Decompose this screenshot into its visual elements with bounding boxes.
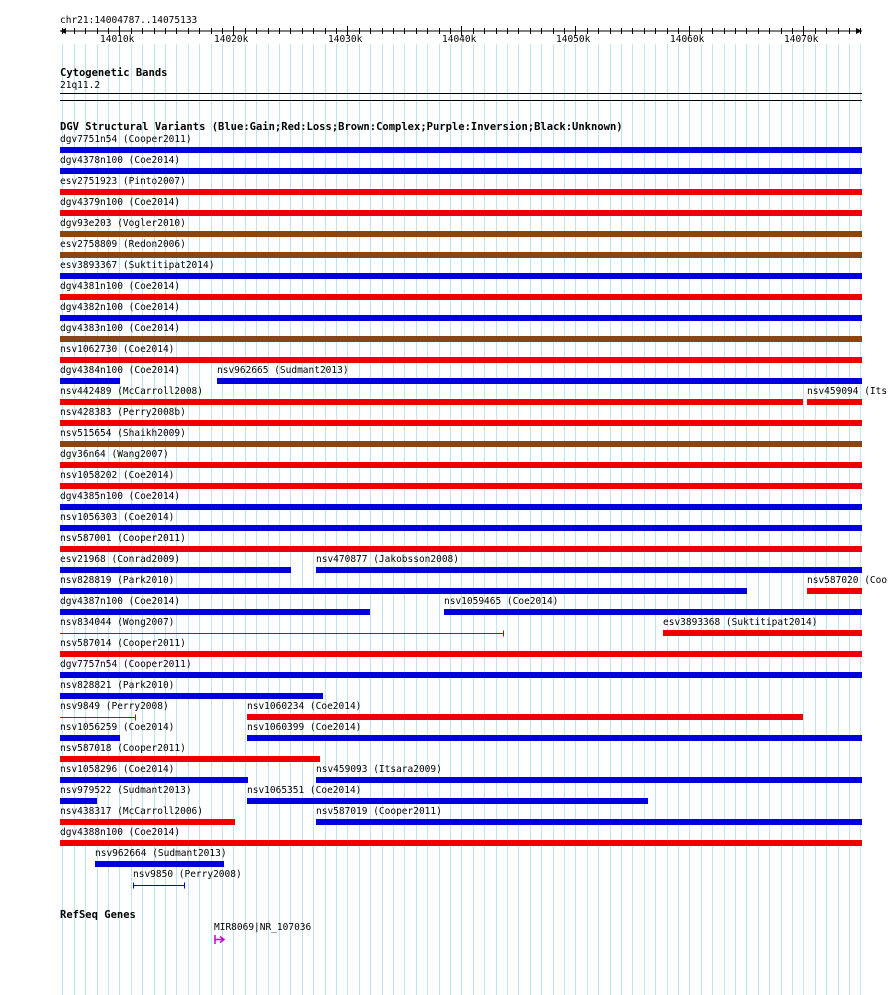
ruler-position-label: chr21:14004787..14075133 — [60, 15, 198, 26]
variant-label[interactable]: dgv7751n54 (Cooper2011) — [60, 134, 192, 145]
ruler-tick-label: 14070k — [784, 34, 819, 45]
variant-line[interactable] — [60, 713, 137, 721]
variant-bar[interactable] — [60, 504, 862, 510]
variant-label[interactable]: nsv979522 (Sudmant2013) — [60, 785, 192, 796]
variant-label[interactable]: dgv4379n100 (Coe2014) — [60, 197, 181, 208]
variant-label[interactable]: nsv428383 (Perry2008b) — [60, 407, 186, 418]
variant-bar[interactable] — [60, 546, 862, 552]
variant-bar[interactable] — [60, 294, 862, 300]
variant-bar[interactable] — [60, 399, 803, 405]
variant-label[interactable]: nsv1059465 (Coe2014) — [444, 596, 559, 607]
variant-bar[interactable] — [60, 252, 862, 258]
variant-bar[interactable] — [60, 315, 862, 321]
variant-bar[interactable] — [316, 777, 862, 783]
variant-bar[interactable] — [807, 588, 862, 594]
variant-label[interactable]: dgv4382n100 (Coe2014) — [60, 302, 181, 313]
gene-label[interactable]: MIR8069|NR_107036 — [214, 922, 312, 933]
variant-label[interactable]: nsv1062730 (Coe2014) — [60, 344, 175, 355]
variant-label[interactable]: dgv7757n54 (Cooper2011) — [60, 659, 192, 670]
variant-bar[interactable] — [60, 168, 862, 174]
variant-label[interactable]: esv21968 (Conrad2009) — [60, 554, 181, 565]
variant-label[interactable]: nsv834044 (Wong2007) — [60, 617, 175, 628]
refseq-track-title: RefSeq Genes — [60, 909, 136, 921]
variant-label[interactable]: nsv9850 (Perry2008) — [133, 869, 242, 880]
variant-label[interactable]: nsv459093 (Itsara2009) — [316, 764, 442, 775]
variant-label[interactable]: nsv1060234 (Coe2014) — [247, 701, 362, 712]
variant-bar[interactable] — [60, 840, 862, 846]
variant-label[interactable]: dgv4387n100 (Coe2014) — [60, 596, 181, 607]
variant-label[interactable]: nsv442489 (McCarroll2008) — [60, 386, 203, 397]
gene-arrow-icon[interactable] — [213, 934, 227, 946]
variant-bar[interactable] — [60, 441, 862, 447]
variant-label[interactable]: nsv587014 (Cooper2011) — [60, 638, 186, 649]
variant-bar[interactable] — [60, 588, 747, 594]
variant-bar[interactable] — [60, 693, 323, 699]
variant-bar[interactable] — [217, 378, 862, 384]
ruler-tick-label: 14040k — [442, 34, 477, 45]
variant-bar[interactable] — [60, 483, 862, 489]
ruler-tick-label: 14030k — [328, 34, 363, 45]
variant-label[interactable]: dgv4378n100 (Coe2014) — [60, 155, 181, 166]
variant-bar[interactable] — [60, 651, 862, 657]
variant-bar[interactable] — [807, 399, 862, 405]
variant-label[interactable]: dgv4388n100 (Coe2014) — [60, 827, 181, 838]
variant-bar[interactable] — [60, 420, 862, 426]
variant-label[interactable]: nsv1058202 (Coe2014) — [60, 470, 175, 481]
variant-bar[interactable] — [60, 756, 320, 762]
variant-bar[interactable] — [663, 630, 862, 636]
variant-label[interactable]: nsv1065351 (Coe2014) — [247, 785, 362, 796]
variant-bar[interactable] — [60, 231, 862, 237]
ruler-tick-label: 14050k — [556, 34, 591, 45]
variant-label[interactable]: dgv4384n100 (Coe2014) — [60, 365, 181, 376]
variant-label[interactable]: dgv93e203 (Vogler2010) — [60, 218, 186, 229]
variant-bar[interactable] — [247, 735, 862, 741]
variant-bar[interactable] — [60, 357, 862, 363]
variant-bar[interactable] — [60, 819, 235, 825]
variant-label[interactable]: nsv587001 (Cooper2011) — [60, 533, 186, 544]
variant-label[interactable]: esv2758809 (Redon2006) — [60, 239, 186, 250]
cytoband-track-title: Cytogenetic Bands — [60, 67, 168, 79]
variant-label[interactable]: dgv4381n100 (Coe2014) — [60, 281, 181, 292]
variant-bar[interactable] — [247, 714, 803, 720]
variant-bar[interactable] — [60, 210, 862, 216]
variant-line[interactable] — [133, 881, 186, 889]
variant-label[interactable]: esv3893368 (Suktitipat2014) — [663, 617, 818, 628]
variant-label[interactable]: nsv470877 (Jakobsson2008) — [316, 554, 459, 565]
variant-label[interactable]: dgv4385n100 (Coe2014) — [60, 491, 181, 502]
variant-label[interactable]: nsv515654 (Shaikh2009) — [60, 428, 186, 439]
variant-bar[interactable] — [444, 609, 862, 615]
variant-label[interactable]: nsv9849 (Perry2008) — [60, 701, 169, 712]
variant-bar[interactable] — [60, 609, 370, 615]
variant-label[interactable]: nsv1060399 (Coe2014) — [247, 722, 362, 733]
variant-label[interactable]: esv3893367 (Suktitipat2014) — [60, 260, 215, 271]
ruler-tick-label: 14020k — [214, 34, 249, 45]
variant-bar[interactable] — [60, 735, 120, 741]
variant-label[interactable]: nsv459094 (Its — [807, 386, 888, 397]
variant-line[interactable] — [60, 629, 505, 637]
variant-bar[interactable] — [95, 861, 224, 867]
variant-label[interactable]: dgv36n64 (Wang2007) — [60, 449, 169, 460]
dgv-track-title: DGV Structural Variants (Blue:Gain;Red:Loss;Brown:Complex;Purple:Inversion;Black:Unknown) — [60, 121, 623, 133]
variant-bar[interactable] — [60, 336, 862, 342]
variant-label[interactable]: nsv1056259 (Coe2014) — [60, 722, 175, 733]
variant-label[interactable]: nsv438317 (McCarroll2006) — [60, 806, 203, 817]
variant-bar[interactable] — [316, 567, 862, 573]
variant-bar[interactable] — [60, 798, 97, 804]
variant-label[interactable]: nsv587020 (Coo — [807, 575, 888, 586]
variant-label[interactable]: nsv1056303 (Coe2014) — [60, 512, 175, 523]
variant-bar[interactable] — [60, 672, 862, 678]
variant-label[interactable]: dgv4383n100 (Coe2014) — [60, 323, 181, 334]
variant-bar[interactable] — [60, 777, 248, 783]
variant-bar[interactable] — [60, 525, 862, 531]
variant-label[interactable]: nsv587018 (Cooper2011) — [60, 743, 186, 754]
variant-label[interactable]: nsv962665 (Sudmant2013) — [217, 365, 349, 376]
variant-label[interactable]: nsv828821 (Park2010) — [60, 680, 175, 691]
variant-bar[interactable] — [247, 798, 648, 804]
variant-bar[interactable] — [60, 567, 291, 573]
variant-label[interactable]: nsv828819 (Park2010) — [60, 575, 175, 586]
variant-label[interactable]: esv2751923 (Pinto2007) — [60, 176, 186, 187]
variant-bar[interactable] — [60, 189, 862, 195]
variant-bar[interactable] — [60, 273, 862, 279]
ruler-tick-label: 14010k — [100, 34, 135, 45]
variant-label[interactable]: nsv1058296 (Coe2014) — [60, 764, 175, 775]
cytoband-label: 21q11.2 — [60, 80, 101, 91]
ruler-tick-label: 14060k — [670, 34, 705, 45]
variant-label[interactable]: nsv962664 (Sudmant2013) — [95, 848, 227, 859]
variant-bar[interactable] — [60, 378, 120, 384]
variant-bar[interactable] — [60, 147, 862, 153]
variant-bar[interactable] — [60, 462, 862, 468]
variant-label[interactable]: nsv587019 (Cooper2011) — [316, 806, 442, 817]
variant-bar[interactable] — [316, 819, 862, 825]
